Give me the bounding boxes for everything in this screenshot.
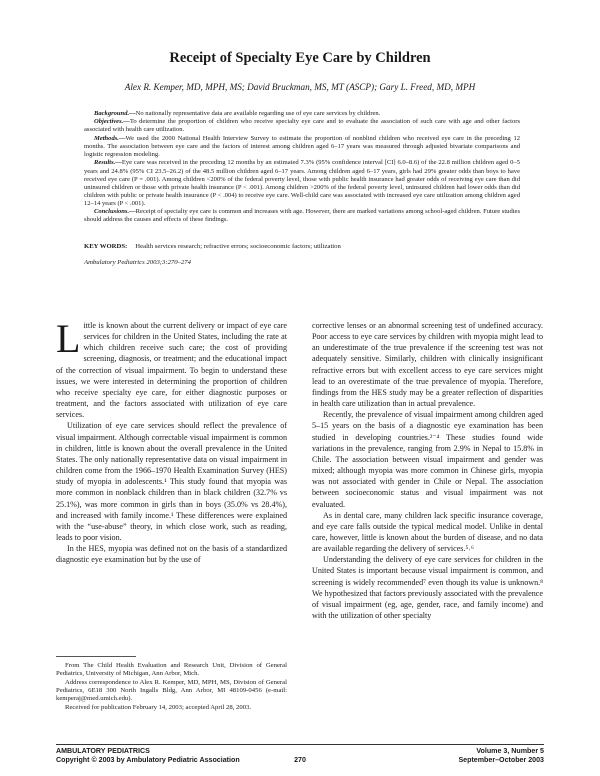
keywords-text: Health services research; refractive errors; socioeconomic factors; utilization <box>135 243 341 250</box>
footnote-divider <box>56 656 136 657</box>
abstract-conclusions-label: Conclusions.— <box>94 208 136 216</box>
abstract-methods-text: We used the 2000 National Health Interview Survey to estimate the proportion of nonblind children who received eye care in the preceding 12 months. The association between eye care and the factors of interest among children aged 6–17 years was measured through adjusted bivariate comparisons and logistic regression modeling. <box>84 134 520 159</box>
drop-cap: L <box>56 316 81 361</box>
article-authors: Alex R. Kemper, MD, MPH, MS; David Bruckman, MS, MT (ASCP); Gary L. Freed, MD, MPH <box>124 82 476 92</box>
abstract-background-text: No nationally representative data are available regarding use of eye care services by children. <box>135 110 381 117</box>
abstract-methods-label: Methods.— <box>94 134 126 142</box>
abstract-conclusions-text: Receipt of specialty eye care is common and increases with age. However, there are marked variations among school-aged children. Future studies should address the causes and effects of these findings. <box>84 208 520 224</box>
body-paragraph: In the HES, myopia was defined not on the basis of a standardized diagnostic eye examination but by the use of <box>56 544 287 565</box>
abstract-conclusions <box>84 208 520 224</box>
footer-copyright: Copyright © 2003 by Ambulatory Pediatric Association <box>56 756 240 764</box>
body-paragraph <box>56 316 287 420</box>
body-paragraph: Understanding the delivery of eye care services for children in the United States is important because visual impairment is common, and screening is widely recommended⁷ even though its value is unknown.⁸ We hypothesized that factors previously associated with the prevalence of visual impairment (eg, age, gender, race, and family income) and with the utilization of other specialty <box>312 555 543 621</box>
citation: Ambulatory Pediatrics 2003;3:270–274 <box>84 259 191 266</box>
body-paragraph: As in dental care, many children lack specific insurance coverage, and eye care falls outside the typical medical model. Unlike in dental care, however, little is known about the burden of disease, and no data are available regarding the delivery of services.⁵˒⁶ <box>312 510 543 554</box>
article-title: Receipt of Specialty Eye Care by Children <box>169 50 431 66</box>
abstract-objectives <box>84 118 520 134</box>
footer-right <box>458 747 544 765</box>
body-column-left <box>56 316 287 565</box>
body-paragraph: Recently, the prevalence of visual impairment among children aged 5–15 years on the basis of a diagnostic eye examination has been studied in developing countries.²⁻⁴ These studies found wide variations in the prevalence, ranging from 2.9% in Nepal to 15.8% in Chile. The association between visual impairment and gender was mixed; although myopia was more common in Chinese girls, myopia was not associated with gender in Chile or Nepal. The association between socioeconomic status and visual impairment was not evaluated. <box>312 410 543 509</box>
keywords <box>84 243 520 250</box>
body-paragraph: Utilization of eye care services should reflect the prevalence of visual impairment. Although correctable visual impairment is common in children, little is known about the overall prevalence in the United States. The only nationally representative data on visual impairment in children come from the 1966–1970 Health Examination Survey (HES) study of myopia in adolescents.¹ This study found that myopia was more common in nonblack children than in black children (32.7% vs 25.1%), was more common in girls than in boys (35.0% vs 28.4%), and increased with family income.¹ These differences were explained with the “use-abuse” theory, in which close work, such as reading, leads to poor vision. <box>56 421 287 542</box>
body-paragraph: corrective lenses or an abnormal screening test of undefined accuracy. Poor access to eye care services by children with myopia might lead to an underestimate of the true prevalence if the screening test was not adequately sensitive. Similarly, children with clinically insignificant refractive errors but with excellent access to eye care services might lead to an overestimate of the true prevalence of myopia. Therefore, findings from the HES study may be a greater reflection of disparities in health care utilization than in actual prevalence. <box>312 321 543 409</box>
abstract-background <box>84 110 520 118</box>
abstract-results <box>84 159 520 207</box>
footer-journal: AMBULATORY PEDIATRICS <box>56 747 150 755</box>
footnote-address: Address correspondence to Alex R. Kemper, MD, MPH, MS, Division of General Pediatrics, 6E18 300 North Ingalls Bldg, Ann Arbor, MI 48109-0456 (e-mail: kemperaj@med.umich.edu). <box>56 678 287 703</box>
abstract-results-label: Results.— <box>94 159 122 167</box>
footer-date: September–October 2003 <box>458 756 544 764</box>
footnotes <box>56 662 287 712</box>
abstract-background-label: Background.— <box>94 110 136 117</box>
body-column-right <box>312 320 543 621</box>
footer-volume: Volume 3, Number 5 <box>476 747 544 755</box>
page-number: 270 <box>294 756 306 764</box>
footnote-received: Received for publication February 14, 2003; accepted April 28, 2003. <box>65 703 252 711</box>
abstract-objectives-text: To determine the proportion of children who receive specialty eye care and to evaluate the association of such care with age and other factors associated with health care utilization. <box>84 118 520 134</box>
footnote-affiliation: From The Child Health Evaluation and Research Unit, Division of General Pediatrics, University of Michigan, Ann Arbor, Mich. <box>56 662 287 678</box>
footer-divider <box>56 744 544 745</box>
abstract <box>84 110 520 225</box>
abstract-objectives-label: Objectives.— <box>94 118 130 126</box>
keywords-label: KEY WORDS: <box>84 243 128 250</box>
abstract-results-text: Eye care was received in the preceding 12 months by an estimated 7.3% (95% confidence interval [CI] 6.0–8.6) of the 22.8 million children aged 0–5 years and 24.8% (95% CI 23.5–26.2) of the 48.5 million children aged 6–17 years. Among children aged 6–17 years, girls had 29% greater odds than boys to have received eye care (P = .001). Among children <200% of the federal poverty level, those with public health insurance had greater odds of receiving eye care than did uninsured children or those with private health insurance (P < .001). Among children >200% of the federal poverty level, uninsured children had lower odds than did children with public or private health insurance (P < .004) to receive eye care. Well-child care was associated with increased eye care utilization among children aged 12–14 years (P < .001). <box>84 159 520 207</box>
abstract-methods <box>84 135 520 159</box>
body-text: ittle is known about the current delivery or impact of eye care services for children in the United States, including the rate at which children receive such care; the cost of providing screening, diagnosis, or treatment; and the educational impact of the correction of visual impairment. To begin to understand these issues, we were interested in determining the proportion of children who receive specialty eye care, for either diagnostic purposes or treatment, and the factors associated with utilization of eye care services. <box>56 321 287 420</box>
